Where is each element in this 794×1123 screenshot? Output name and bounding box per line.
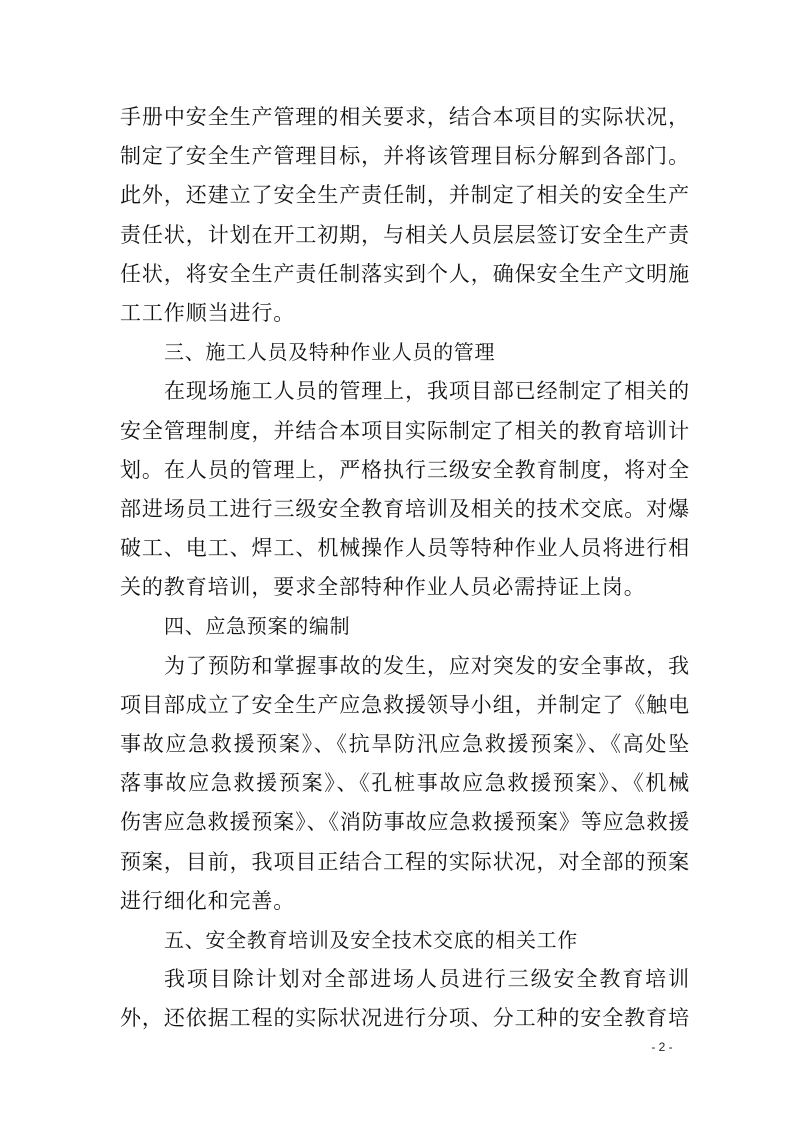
page-number: - 2 -	[651, 1040, 673, 1054]
body-text-line: 工工作顺当进行。	[120, 300, 296, 325]
section-heading: 三、施工人员及特种作业人员的管理	[164, 340, 496, 365]
body-text-line: 落事故应急救援预案》、《孔桩事故应急救援预案》、《机械	[120, 771, 690, 796]
paragraph-first-line: 为了预防和掌握事故的发生，应对突发的安全事故，我	[164, 653, 690, 678]
section-heading: 五、安全教育培训及安全技术交底的相关工作	[164, 927, 578, 952]
body-text-line: 安全管理制度，并结合本项目实际制定了相关的教育培训计	[120, 418, 690, 443]
body-text-line: 责任状，计划在开工初期，与相关人员层层签订安全生产责	[120, 222, 690, 247]
body-text-line: 预案，目前，我项目正结合工程的实际状况，对全部的预案	[120, 849, 690, 874]
body-text-line: 进行细化和完善。	[120, 888, 296, 913]
body-text-line: 关的教育培训，要求全部特种作业人员必需持证上岗。	[120, 575, 646, 600]
body-text-line: 破工、电工、焊工、机械操作人员等特种作业人员将进行相	[120, 536, 690, 561]
body-text-line: 划。在人员的管理上，严格执行三级安全教育制度，将对全	[120, 457, 690, 482]
body-text-line: 伤害应急救援预案》、《消防事故应急救援预案》等应急救援	[120, 810, 691, 835]
body-text-line: 此外，还建立了安全生产责任制，并制定了相关的安全生产	[120, 183, 690, 208]
body-text-line: 手册中安全生产管理的相关要求，结合本项目的实际状况，	[120, 105, 690, 129]
body-text-line: 制定了安全生产管理目标，并将该管理目标分解到各部门。	[120, 144, 690, 169]
body-text-line: 任状，将安全生产责任制落实到个人，确保安全生产文明施	[120, 261, 690, 286]
body-text-line: 外，还依据工程的实际状况进行分项、分工种的安全教育培	[120, 1006, 690, 1031]
paragraph-first-line: 在现场施工人员的管理上，我项目部已经制定了相关的	[164, 379, 690, 404]
section-heading: 四、应急预案的编制	[164, 614, 351, 639]
body-text-line: 事故应急救援预案》、《抗旱防汛应急救援预案》、《高处坠	[120, 732, 690, 756]
body-text-line: 部进场员工进行三级安全教育培训及相关的技术交底。对爆	[120, 496, 690, 521]
paragraph-first-line: 我项目除计划对全部进场人员进行三级安全教育培训	[164, 967, 690, 992]
document-body	[120, 98, 690, 1039]
body-text-line: 项目部成立了安全生产应急救援领导小组，并制定了《触电	[120, 692, 690, 717]
